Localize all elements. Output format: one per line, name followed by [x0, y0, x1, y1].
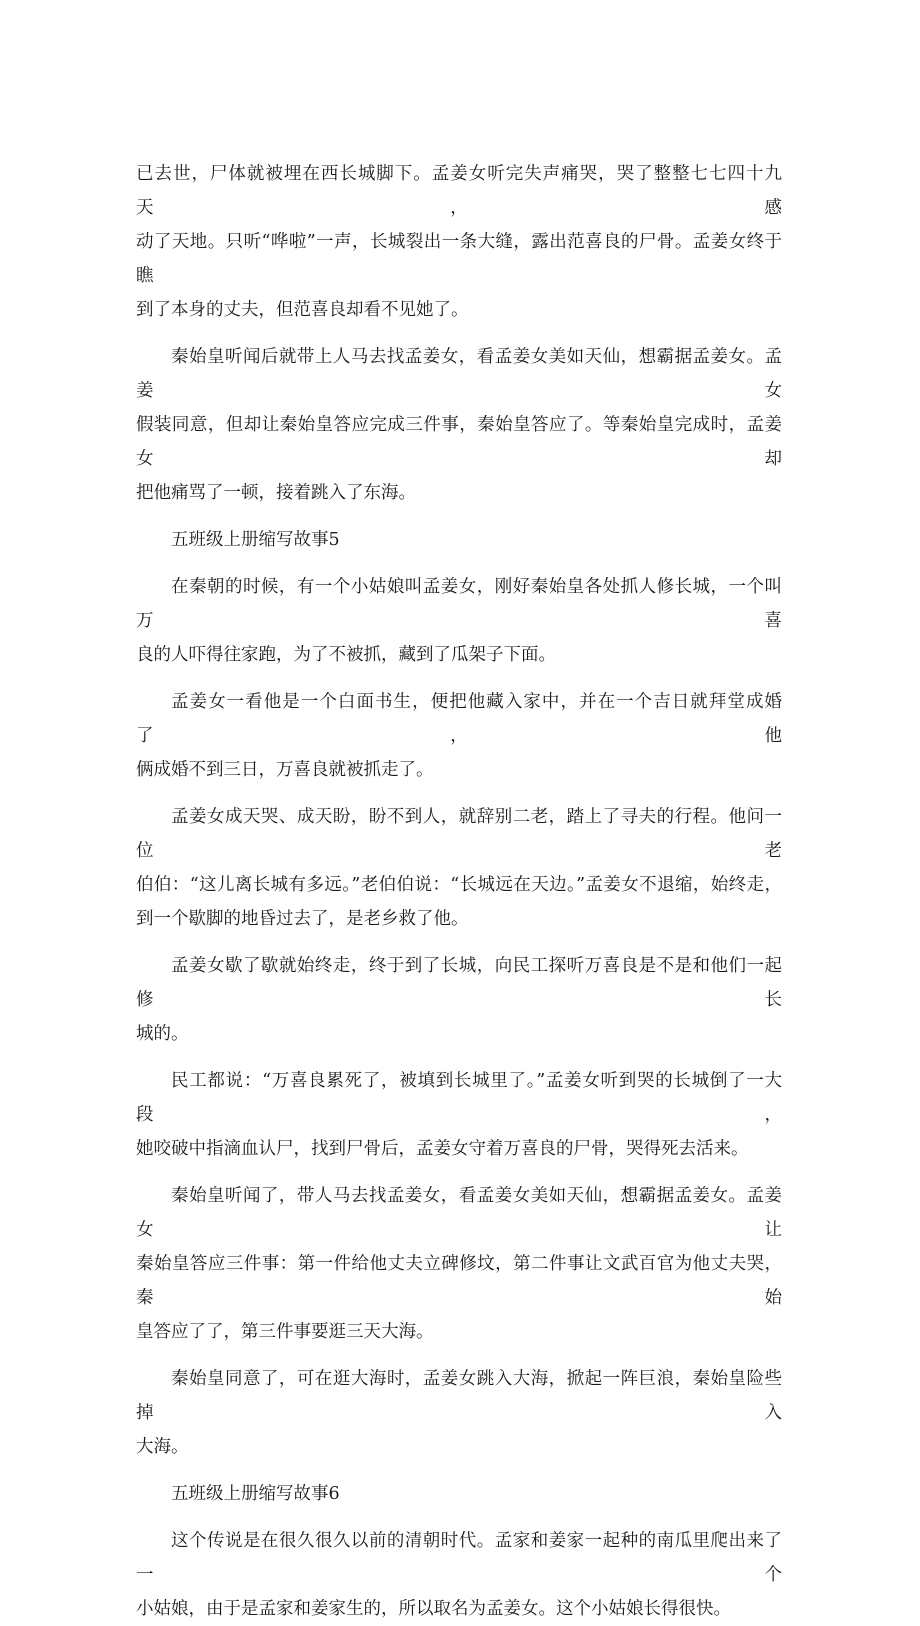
text-line: 秦始皇听闻了，带人马去找孟姜女，看孟姜女美如天仙，想霸据孟姜女。孟姜女让 [136, 1186, 782, 1240]
text-line: 动了天地。只听“哗啦”一声，长城裂出一条大缝，露出范喜良的尸骨。孟姜女终于瞧 [136, 232, 782, 286]
text-line: 秦始皇答应三件事：第一件给他丈夫立碑修坟，第二件事让文武百官为他丈夫哭，秦始 [136, 1254, 782, 1308]
text-line: 城的。 [136, 1024, 189, 1044]
text-line: 在秦朝的时候，有一个小姑娘叫孟姜女，刚好秦始皇各处抓人修长城，一个叫万喜 [136, 577, 782, 631]
text-line: 这个传说是在很久很久以前的清朝时代。孟家和姜家一起种的南瓜里爬出来了一个 [136, 1531, 782, 1585]
text-line: 秦始皇同意了，可在逛大海时，孟姜女跳入大海，掀起一阵巨浪，秦始皇险些掉入 [136, 1369, 782, 1423]
text-line: 民工都说：“万喜良累死了，被填到长城里了。”孟姜女听到哭的长城倒了一大段， [136, 1071, 782, 1125]
text-line: 皇答应了了，第三件事要逛三天大海。 [136, 1322, 434, 1342]
text-line: 小姑娘，由于是孟家和姜家生的，所以取名为孟姜女。这个小姑娘长得很快。 [136, 1599, 731, 1619]
text-line: 伯伯：“这儿离长城有多远。”老伯伯说：“长城远在天边。”孟姜女不退缩，始终走， [136, 875, 782, 895]
text-line: 已去世，尸体就被埋在西长城脚下。孟姜女听完失声痛哭，哭了整整七七四十九天，感 [136, 164, 782, 218]
paragraph [136, 949, 782, 1051]
text-line: 假装同意，但却让秦始皇答应完成三件事，秦始皇答应了。等秦始皇完成时，孟姜女却 [136, 415, 782, 469]
section-heading: 五班级上册缩写故事5 [171, 530, 340, 550]
paragraph [136, 685, 782, 787]
text-line: 到一个歇脚的地昏过去了，是老乡救了他。 [136, 909, 469, 929]
text-line: 孟姜女歇了歇就始终走，终于到了长城，向民工探听万喜良是不是和他们一起修长 [136, 956, 782, 1010]
text-line: 秦始皇听闻后就带上人马去找孟姜女，看孟姜女美如天仙，想霸据孟姜女。孟姜女 [136, 347, 782, 401]
text-line: 俩成婚不到三日，万喜良就被抓走了。 [136, 760, 434, 780]
text-line: 大海。 [136, 1437, 189, 1457]
text-line: 孟姜女成天哭、成天盼，盼不到人，就辞别二老，踏上了寻夫的行程。他问一位老 [136, 807, 782, 861]
section-heading: 五班级上册缩写故事6 [171, 1484, 340, 1504]
text-line: 良的人吓得往家跑，为了不被抓，藏到了瓜架子下面。 [136, 645, 556, 665]
text-line: 把他痛骂了一顿，接着跳入了东海。 [136, 483, 416, 503]
paragraph [136, 157, 782, 327]
paragraph [136, 1362, 782, 1464]
paragraph [136, 1179, 782, 1349]
paragraph [136, 1064, 782, 1166]
paragraph [136, 340, 782, 510]
text-line: 孟姜女一看他是一个白面书生，便把他藏入家中，并在一个吉日就拜堂成婚了，他 [136, 692, 782, 746]
paragraph [136, 800, 782, 936]
text-line: 她咬破中指滴血认尸，找到尸骨后，孟姜女守着万喜良的尸骨，哭得死去活来。 [136, 1139, 749, 1159]
document-body [136, 157, 782, 1626]
text-line: 到了本身的丈夫，但范喜良却看不见她了。 [136, 300, 469, 320]
paragraph [136, 1524, 782, 1626]
paragraph [136, 570, 782, 672]
